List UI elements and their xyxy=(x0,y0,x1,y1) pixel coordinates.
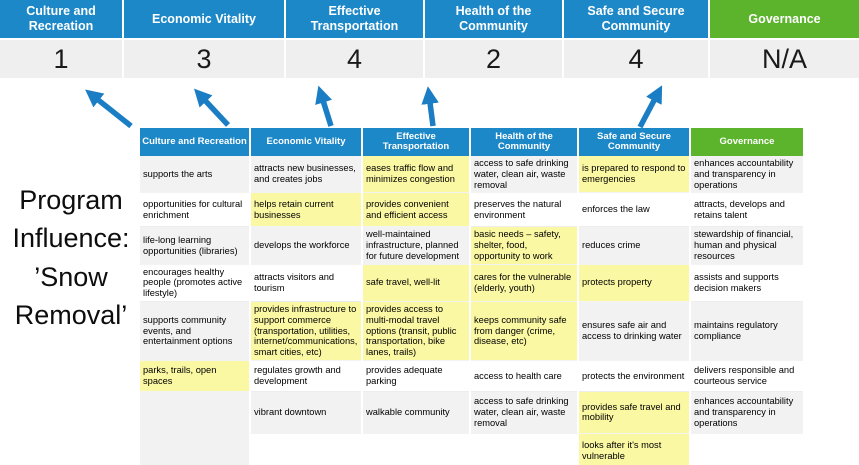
matrix-cell: preserves the natural environment xyxy=(470,193,578,227)
matrix-header-safe-and-secure-community: Safe and Secure Community xyxy=(578,128,690,156)
matrix-cell: provides access to multi-modal travel options (transit, public transportation, bike lanes, trails) xyxy=(362,302,470,361)
matrix-cell: well-maintained infrastructure, planned for future development xyxy=(362,227,470,264)
matrix-cell: supports community events, and entertainment options xyxy=(140,302,250,361)
matrix-cell: looks after it's most vulnerable xyxy=(578,433,690,465)
matrix-cell xyxy=(140,391,250,433)
matrix-cell: stewardship of financial, human and physical resources xyxy=(690,227,803,264)
matrix-row-5 xyxy=(140,302,803,361)
category-header-health-of-the-community: Health of the Community xyxy=(425,0,564,38)
category-header-economic-vitality: Economic Vitality xyxy=(124,0,286,38)
matrix-header-health-of-the-community: Health of the Community xyxy=(470,128,578,156)
matrix-cell: enhances accountability and transparency in operations xyxy=(690,391,803,433)
matrix-cell: maintains regulatory compliance xyxy=(690,302,803,361)
arrow-up-icon xyxy=(321,94,331,126)
matrix-cell: opportunities for cultural enrichment xyxy=(140,193,250,227)
matrix-cell: reduces crime xyxy=(578,227,690,264)
matrix-cell: safe travel, well-lit xyxy=(362,264,470,301)
influence-matrix-table xyxy=(140,128,803,465)
matrix-cell: enhances accountability and transparency in operations xyxy=(690,156,803,193)
score-governance: N/A xyxy=(710,40,859,78)
matrix-row-1 xyxy=(140,156,803,193)
matrix-header-culture-and-recreation: Culture and Recreation xyxy=(140,128,250,156)
matrix-cell: basic needs – safety, shelter, food, opportunity to work xyxy=(470,227,578,264)
matrix-cell: provides safe travel and mobility xyxy=(578,391,690,433)
category-header-governance: Governance xyxy=(710,0,859,38)
arrow-up-right-icon xyxy=(640,93,658,127)
matrix-cell xyxy=(140,433,250,465)
matrix-row-4 xyxy=(140,264,803,301)
matrix-cell: attracts new businesses, and creates jobs xyxy=(250,156,362,193)
matrix-cell: walkable community xyxy=(362,391,470,433)
matrix-cell: access to health care xyxy=(470,360,578,391)
category-header-effective-transportation: Effective Transportation xyxy=(286,0,425,38)
matrix-cell: regulates growth and development xyxy=(250,360,362,391)
matrix-row-2 xyxy=(140,193,803,227)
program-influence-label: Program Influence: ’Snow Removal’ xyxy=(12,185,130,330)
matrix-cell xyxy=(362,433,470,465)
matrix-cell: access to safe drinking water, clean air, waste removal xyxy=(470,391,578,433)
score-safe-and-secure-community: 4 xyxy=(564,40,710,78)
matrix-header-row xyxy=(140,128,803,156)
matrix-cell: encourages healthy people (promotes active lifestyle) xyxy=(140,264,250,301)
matrix-cell: attracts, develops and retains talent xyxy=(690,193,803,227)
matrix-cell: eases traffic flow and minimizes congestion xyxy=(362,156,470,193)
matrix-cell xyxy=(250,433,362,465)
matrix-cell: vibrant downtown xyxy=(250,391,362,433)
matrix-cell: parks, trails, open spaces xyxy=(140,360,250,391)
matrix-cell: ensures safe air and access to drinking water xyxy=(578,302,690,361)
category-banner xyxy=(0,0,859,38)
category-header-safe-and-secure-community: Safe and Secure Community xyxy=(564,0,710,38)
matrix-cell: keeps community safe from danger (crime, disease, etc) xyxy=(470,302,578,361)
matrix-cell: cares for the vulnerable (elderly, youth) xyxy=(470,264,578,301)
matrix-cell: helps retain current businesses xyxy=(250,193,362,227)
matrix-header-effective-transportation: Effective Transportation xyxy=(362,128,470,156)
matrix-row-8 xyxy=(140,433,803,465)
arrow-up-left-icon xyxy=(92,95,131,126)
matrix-cell: protects the environment xyxy=(578,360,690,391)
matrix-cell: provides infrastructure to support commerce (transportation, utilities, internet/communications, smart cities, etc) xyxy=(250,302,362,361)
matrix-row-7 xyxy=(140,391,803,433)
matrix-cell: protects property xyxy=(578,264,690,301)
matrix-cell: is prepared to respond to emergencies xyxy=(578,156,690,193)
matrix-cell: supports the arts xyxy=(140,156,250,193)
matrix-cell: access to safe drinking water, clean air, waste removal xyxy=(470,156,578,193)
score-row xyxy=(0,40,859,78)
score-economic-vitality: 3 xyxy=(124,40,286,78)
matrix-cell: assists and supports decision makers xyxy=(690,264,803,301)
arrow-up-left-icon xyxy=(200,95,228,125)
matrix-cell: provides convenient and efficient access xyxy=(362,193,470,227)
category-header-culture-and-recreation: Culture and Recreation xyxy=(0,0,124,38)
matrix-row-3 xyxy=(140,227,803,264)
arrow-up-icon xyxy=(429,95,433,126)
matrix-cell: enforces the law xyxy=(578,193,690,227)
matrix-cell xyxy=(470,433,578,465)
matrix-cell: develops the workforce xyxy=(250,227,362,264)
score-culture-and-recreation: 1 xyxy=(0,40,124,78)
matrix-cell: provides adequate parking xyxy=(362,360,470,391)
matrix-cell xyxy=(690,433,803,465)
score-health-of-the-community: 2 xyxy=(425,40,564,78)
matrix-cell: attracts visitors and tourism xyxy=(250,264,362,301)
matrix-cell: life-long learning opportunities (libraries) xyxy=(140,227,250,264)
matrix-row-6 xyxy=(140,360,803,391)
matrix-header-economic-vitality: Economic Vitality xyxy=(250,128,362,156)
score-effective-transportation: 4 xyxy=(286,40,425,78)
matrix-header-governance: Governance xyxy=(690,128,803,156)
matrix-cell: delivers responsible and courteous service xyxy=(690,360,803,391)
